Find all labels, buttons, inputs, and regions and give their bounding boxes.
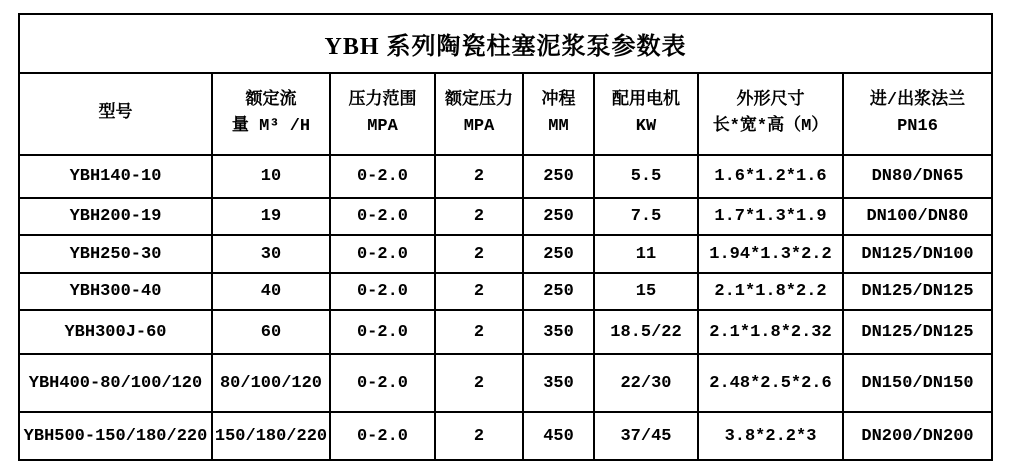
table-cell: 40 xyxy=(212,273,330,310)
header-line2: MPA xyxy=(367,117,398,136)
table-cell: YBH300J-60 xyxy=(19,310,212,354)
table-row xyxy=(19,198,992,235)
table-cell: 5.5 xyxy=(594,155,698,198)
table-cell: 3.8*2.2*3 xyxy=(698,412,843,460)
table-cell: 250 xyxy=(523,273,594,310)
table-cell: 2 xyxy=(435,310,523,354)
header-line2: 量 M³ /H xyxy=(231,117,311,136)
table-cell: 15 xyxy=(594,273,698,310)
table-cell: DN200/DN200 xyxy=(843,412,992,460)
header-line1: 外形尺寸 xyxy=(736,91,805,110)
table-cell: 80/100/120 xyxy=(212,354,330,412)
table-cell: 350 xyxy=(523,354,594,412)
table-cell: 11 xyxy=(594,235,698,273)
table-cell: 0-2.0 xyxy=(330,310,435,354)
table-cell: 150/180/220 xyxy=(212,412,330,460)
table-cell: 10 xyxy=(212,155,330,198)
table-body xyxy=(19,155,992,460)
table-cell: 1.7*1.3*1.9 xyxy=(698,198,843,235)
pump-parameters-table xyxy=(18,13,993,461)
table-cell: 30 xyxy=(212,235,330,273)
table-cell: 1.6*1.2*1.6 xyxy=(698,155,843,198)
table-cell: 2.1*1.8*2.32 xyxy=(698,310,843,354)
table-cell: 0-2.0 xyxy=(330,354,435,412)
table-cell: 250 xyxy=(523,235,594,273)
table-cell: 18.5/22 xyxy=(594,310,698,354)
table-cell: DN80/DN65 xyxy=(843,155,992,198)
table-cell: 1.94*1.3*2.2 xyxy=(698,235,843,273)
table-cell: 0-2.0 xyxy=(330,412,435,460)
header-cell-2 xyxy=(330,73,435,155)
title-row xyxy=(19,14,992,73)
header-cell-3 xyxy=(435,73,523,155)
header-line1: 进/出浆法兰 xyxy=(869,91,966,110)
table-cell: DN125/DN100 xyxy=(843,235,992,273)
header-line2: PN16 xyxy=(897,117,938,136)
table-cell: 2 xyxy=(435,273,523,310)
table-cell: 250 xyxy=(523,198,594,235)
table-cell: YBH500-150/180/220 xyxy=(19,412,212,460)
table-row xyxy=(19,155,992,198)
table-cell: 2 xyxy=(435,354,523,412)
table-cell: 0-2.0 xyxy=(330,235,435,273)
table-cell: YBH200-19 xyxy=(19,198,212,235)
header-line1: 冲程 xyxy=(541,91,576,110)
table-cell: 450 xyxy=(523,412,594,460)
table-cell: 2 xyxy=(435,235,523,273)
table-cell: 0-2.0 xyxy=(330,273,435,310)
table-cell: 60 xyxy=(212,310,330,354)
table-cell: 350 xyxy=(523,310,594,354)
table-cell: 0-2.0 xyxy=(330,155,435,198)
table-cell: 7.5 xyxy=(594,198,698,235)
table-row xyxy=(19,273,992,310)
table-cell: YBH140-10 xyxy=(19,155,212,198)
table-cell: 2 xyxy=(435,412,523,460)
header-line2: 长*宽*高（M） xyxy=(712,117,829,136)
table-cell: 2.48*2.5*2.6 xyxy=(698,354,843,412)
table-row xyxy=(19,412,992,460)
table-row xyxy=(19,310,992,354)
table-cell: 2 xyxy=(435,155,523,198)
table-cell: 22/30 xyxy=(594,354,698,412)
page-title: YBH 系列陶瓷柱塞泥浆泵参数表 xyxy=(19,14,992,73)
table-row xyxy=(19,235,992,273)
header-cell-4 xyxy=(523,73,594,155)
header-line2: MPA xyxy=(463,117,495,136)
table-cell: 2.1*1.8*2.2 xyxy=(698,273,843,310)
header-row xyxy=(19,73,992,155)
table-cell: 19 xyxy=(212,198,330,235)
table-cell: 250 xyxy=(523,155,594,198)
table-cell: YBH250-30 xyxy=(19,235,212,273)
header-cell-6 xyxy=(698,73,843,155)
header-cell-1 xyxy=(212,73,330,155)
table-cell: DN100/DN80 xyxy=(843,198,992,235)
header-cell-7 xyxy=(843,73,992,155)
table-cell: YBH400-80/100/120 xyxy=(19,354,212,412)
table-cell: YBH300-40 xyxy=(19,273,212,310)
header-line1: 压力范围 xyxy=(348,91,417,110)
header-line2: MM xyxy=(548,117,569,136)
header-cell-0 xyxy=(19,73,212,155)
header-line1: 额定流 xyxy=(245,91,297,110)
table-cell: DN125/DN125 xyxy=(843,273,992,310)
header-line1: 配用电机 xyxy=(612,91,680,110)
table-cell: DN125/DN125 xyxy=(843,310,992,354)
table-cell: 2 xyxy=(435,198,523,235)
header-line1: 型号 xyxy=(98,104,133,123)
header-line2: KW xyxy=(635,117,657,136)
header-line1: 额定压力 xyxy=(445,91,513,110)
table-cell: 0-2.0 xyxy=(330,198,435,235)
header-cell-5 xyxy=(594,73,698,155)
table-row xyxy=(19,354,992,412)
table-cell: DN150/DN150 xyxy=(843,354,992,412)
table-cell: 37/45 xyxy=(594,412,698,460)
